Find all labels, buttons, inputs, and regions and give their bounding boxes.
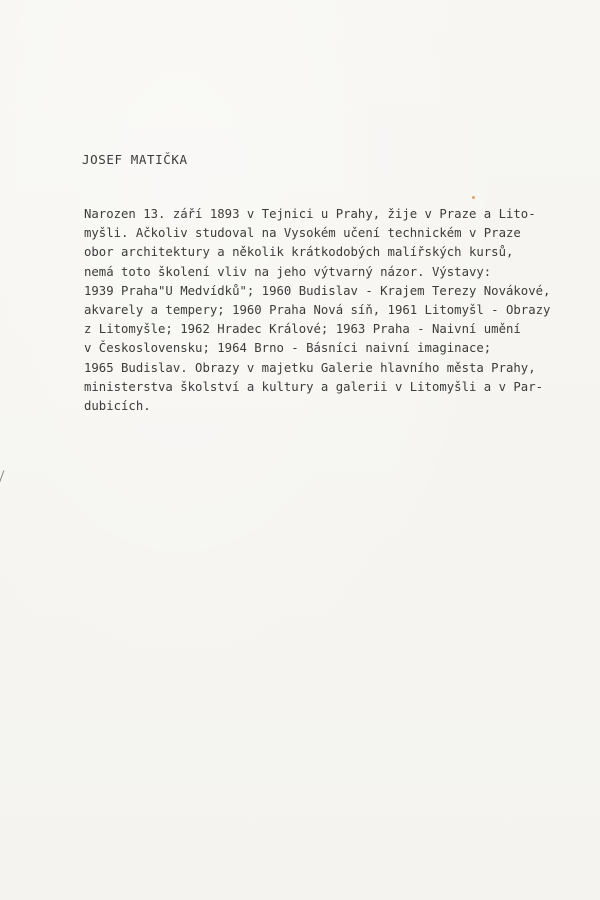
paper-edge-mark bbox=[0, 470, 4, 483]
text-line: obor architektury a několik krátkodobých malířských kursů, bbox=[84, 245, 514, 260]
paper-speck bbox=[472, 196, 475, 199]
text-line: akvarely a tempery; 1960 Praha Nová síň, 1961 Litomyšl - Obrazy bbox=[84, 302, 551, 317]
text-line: Narozen 13. září 1893 v Tejnici u Prahy, žije v Praze a Lito- bbox=[84, 207, 536, 221]
text-line: v Československu; 1964 Brno - Básníci naivní imaginace; bbox=[84, 341, 492, 356]
text-line: z Litomyšle; 1962 Hradec Králové; 1963 Praha - Naivní umění bbox=[84, 322, 521, 337]
page-title: JOSEF MATIČKA bbox=[82, 152, 188, 167]
text-line: 1939 Praha"U Medvídků"; 1960 Budislav - Krajem Terezy Novákové, bbox=[84, 283, 551, 298]
biography-paragraph bbox=[84, 205, 594, 416]
text-line: nemá toto školení vliv na jeho výtvarný názor. Výstavy: bbox=[84, 264, 492, 279]
text-line: dubicích. bbox=[84, 398, 151, 413]
text-line: 1965 Budislav. Obrazy v majetku Galerie hlavního města Prahy, bbox=[84, 360, 536, 375]
text-line: ministerstva školství a kultury a galerii v Litomyšli a v Par- bbox=[84, 379, 544, 394]
text-line: myšli. Ačkoliv studoval na Vysokém učení technickém v Praze bbox=[84, 226, 521, 241]
